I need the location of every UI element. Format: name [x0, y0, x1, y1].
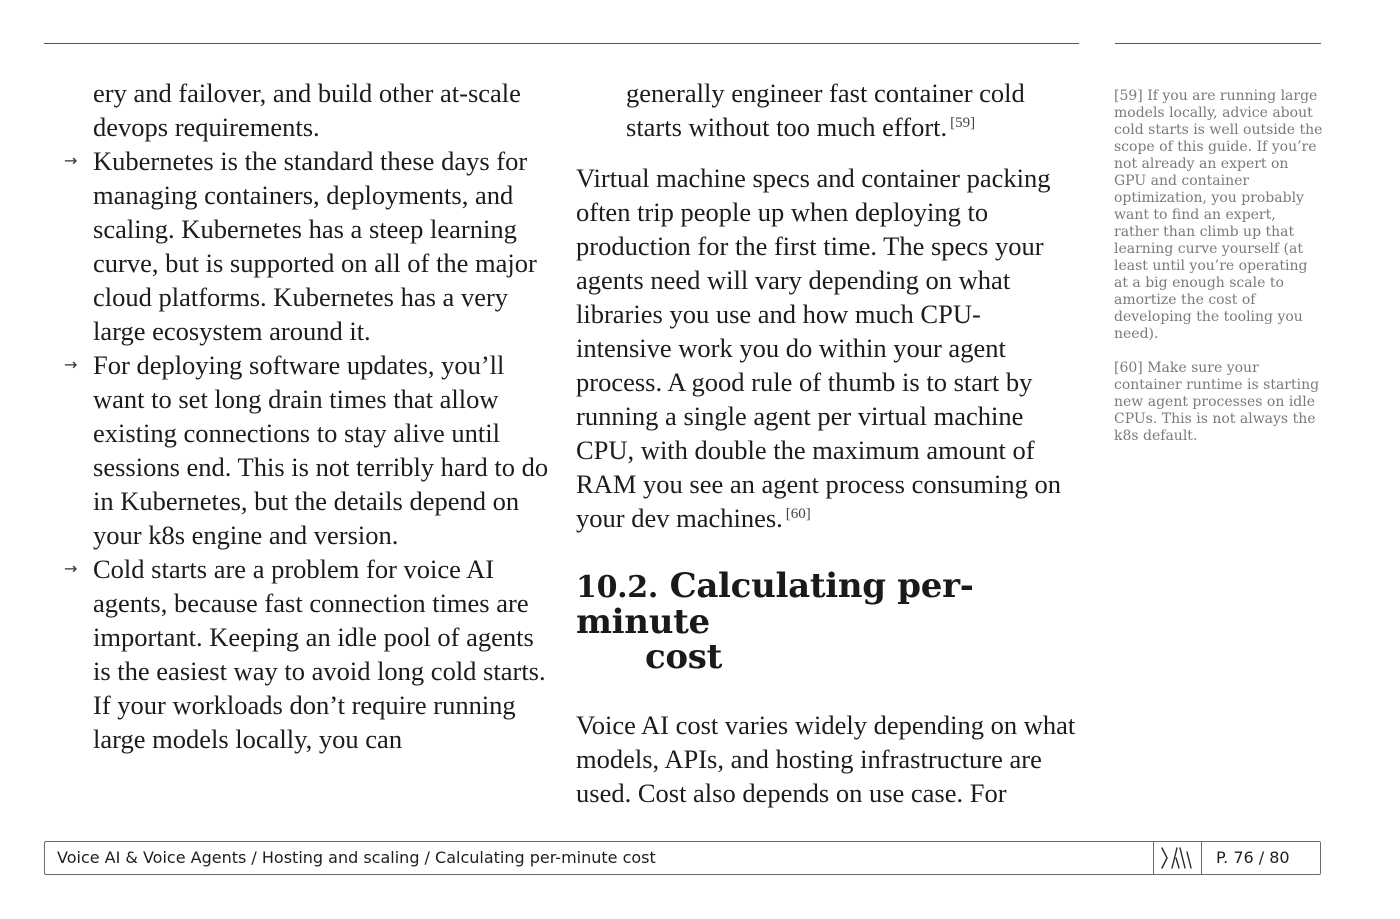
top-rule-sidenotes — [1115, 43, 1321, 44]
footnote-ref-59[interactable]: [59] — [950, 115, 976, 131]
page-footer — [44, 841, 1321, 875]
bullet-item-kubernetes — [64, 144, 550, 348]
arrow-right-icon: → — [64, 151, 78, 170]
sidenote-60: [60] Make sure your container runtime is starting new agent processes on idle CPUs. This is not always the k8s default. — [1114, 360, 1320, 444]
bullet-text: For deploying software updates, you’ll want to set long drain times that allow existing connections to stay alive until sessions end. This is not terribly hard to do in Kubernetes, but the details depend on your k8s engine and version. — [93, 350, 549, 550]
middle-text-column — [576, 76, 1076, 810]
section-title-line2: cost — [645, 637, 723, 677]
top-rule-main — [44, 43, 1079, 44]
bullet-item-cold-starts — [64, 552, 550, 756]
section-title-line1: Calculating per-minute — [576, 566, 974, 642]
footnote-ref-60[interactable]: [60] — [785, 506, 811, 522]
bullet-text: Kubernetes is the standard these days for managing containers, deployments, and scaling. Kubernetes has a steep learning curve, but is supported on all of the major cloud platforms. Kubernetes has a very large ecosystem around it. — [93, 146, 537, 346]
section-number: 10.2. — [576, 570, 659, 605]
cost-paragraph: Voice AI cost varies widely depending on what models, APIs, and hosting infrastructure are used. Cost also depends on use case. For — [576, 710, 1076, 808]
logo-glyph — [1160, 846, 1194, 870]
continuation-text: generally engineer fast container cold starts without too much effort. — [626, 78, 1025, 142]
breadcrumb[interactable]: Voice AI & Voice Agents / Hosting and scaling / Calculating per-minute cost — [57, 848, 656, 867]
left-text-column — [64, 76, 550, 756]
section-heading — [576, 566, 1076, 677]
bullet-item-drain-times — [64, 348, 550, 552]
sidenote-59: [59] If you are running large models locally, advice about cold starts is well outside the scope of this guide. If you’re not already an expert on GPU and container optimization, you probably want to find an expert, rather than climb up that learning curve yourself (at least until you’re operating at a big enough scale to amortize the cost of developing the tooling you need). — [1114, 88, 1323, 342]
bullet-list — [64, 144, 550, 756]
bullet-continuation — [576, 76, 1076, 144]
left-opening-text: ery and failover, and build other at-scale devops requirements. — [93, 78, 521, 142]
arrow-right-icon: → — [64, 355, 78, 374]
arrow-right-icon: → — [64, 559, 78, 578]
sidenotes-column — [1114, 88, 1324, 462]
vm-specs-text: Virtual machine specs and container packing often trip people up when deploying to production for the first time. The specs your agents need will vary depending on what libraries you use and how much CPU-intensive work you do within your agent process. A good rule of thumb is to start by running a single agent per virtual machine CPU, with double the maximum amount of RAM you see an agent process consuming on your dev machines. — [576, 163, 1062, 533]
page-number: P. 76 / 80 — [1216, 848, 1290, 867]
bullet-text: Cold starts are a problem for voice AI agents, because fast connection times are important. Keeping an idle pool of agents is the easiest way to avoid long cold starts. If your workloads don’t require running large models locally, you can — [93, 554, 546, 754]
slash-mark-logo-icon — [1153, 842, 1202, 874]
vm-specs-paragraph — [576, 161, 1076, 535]
